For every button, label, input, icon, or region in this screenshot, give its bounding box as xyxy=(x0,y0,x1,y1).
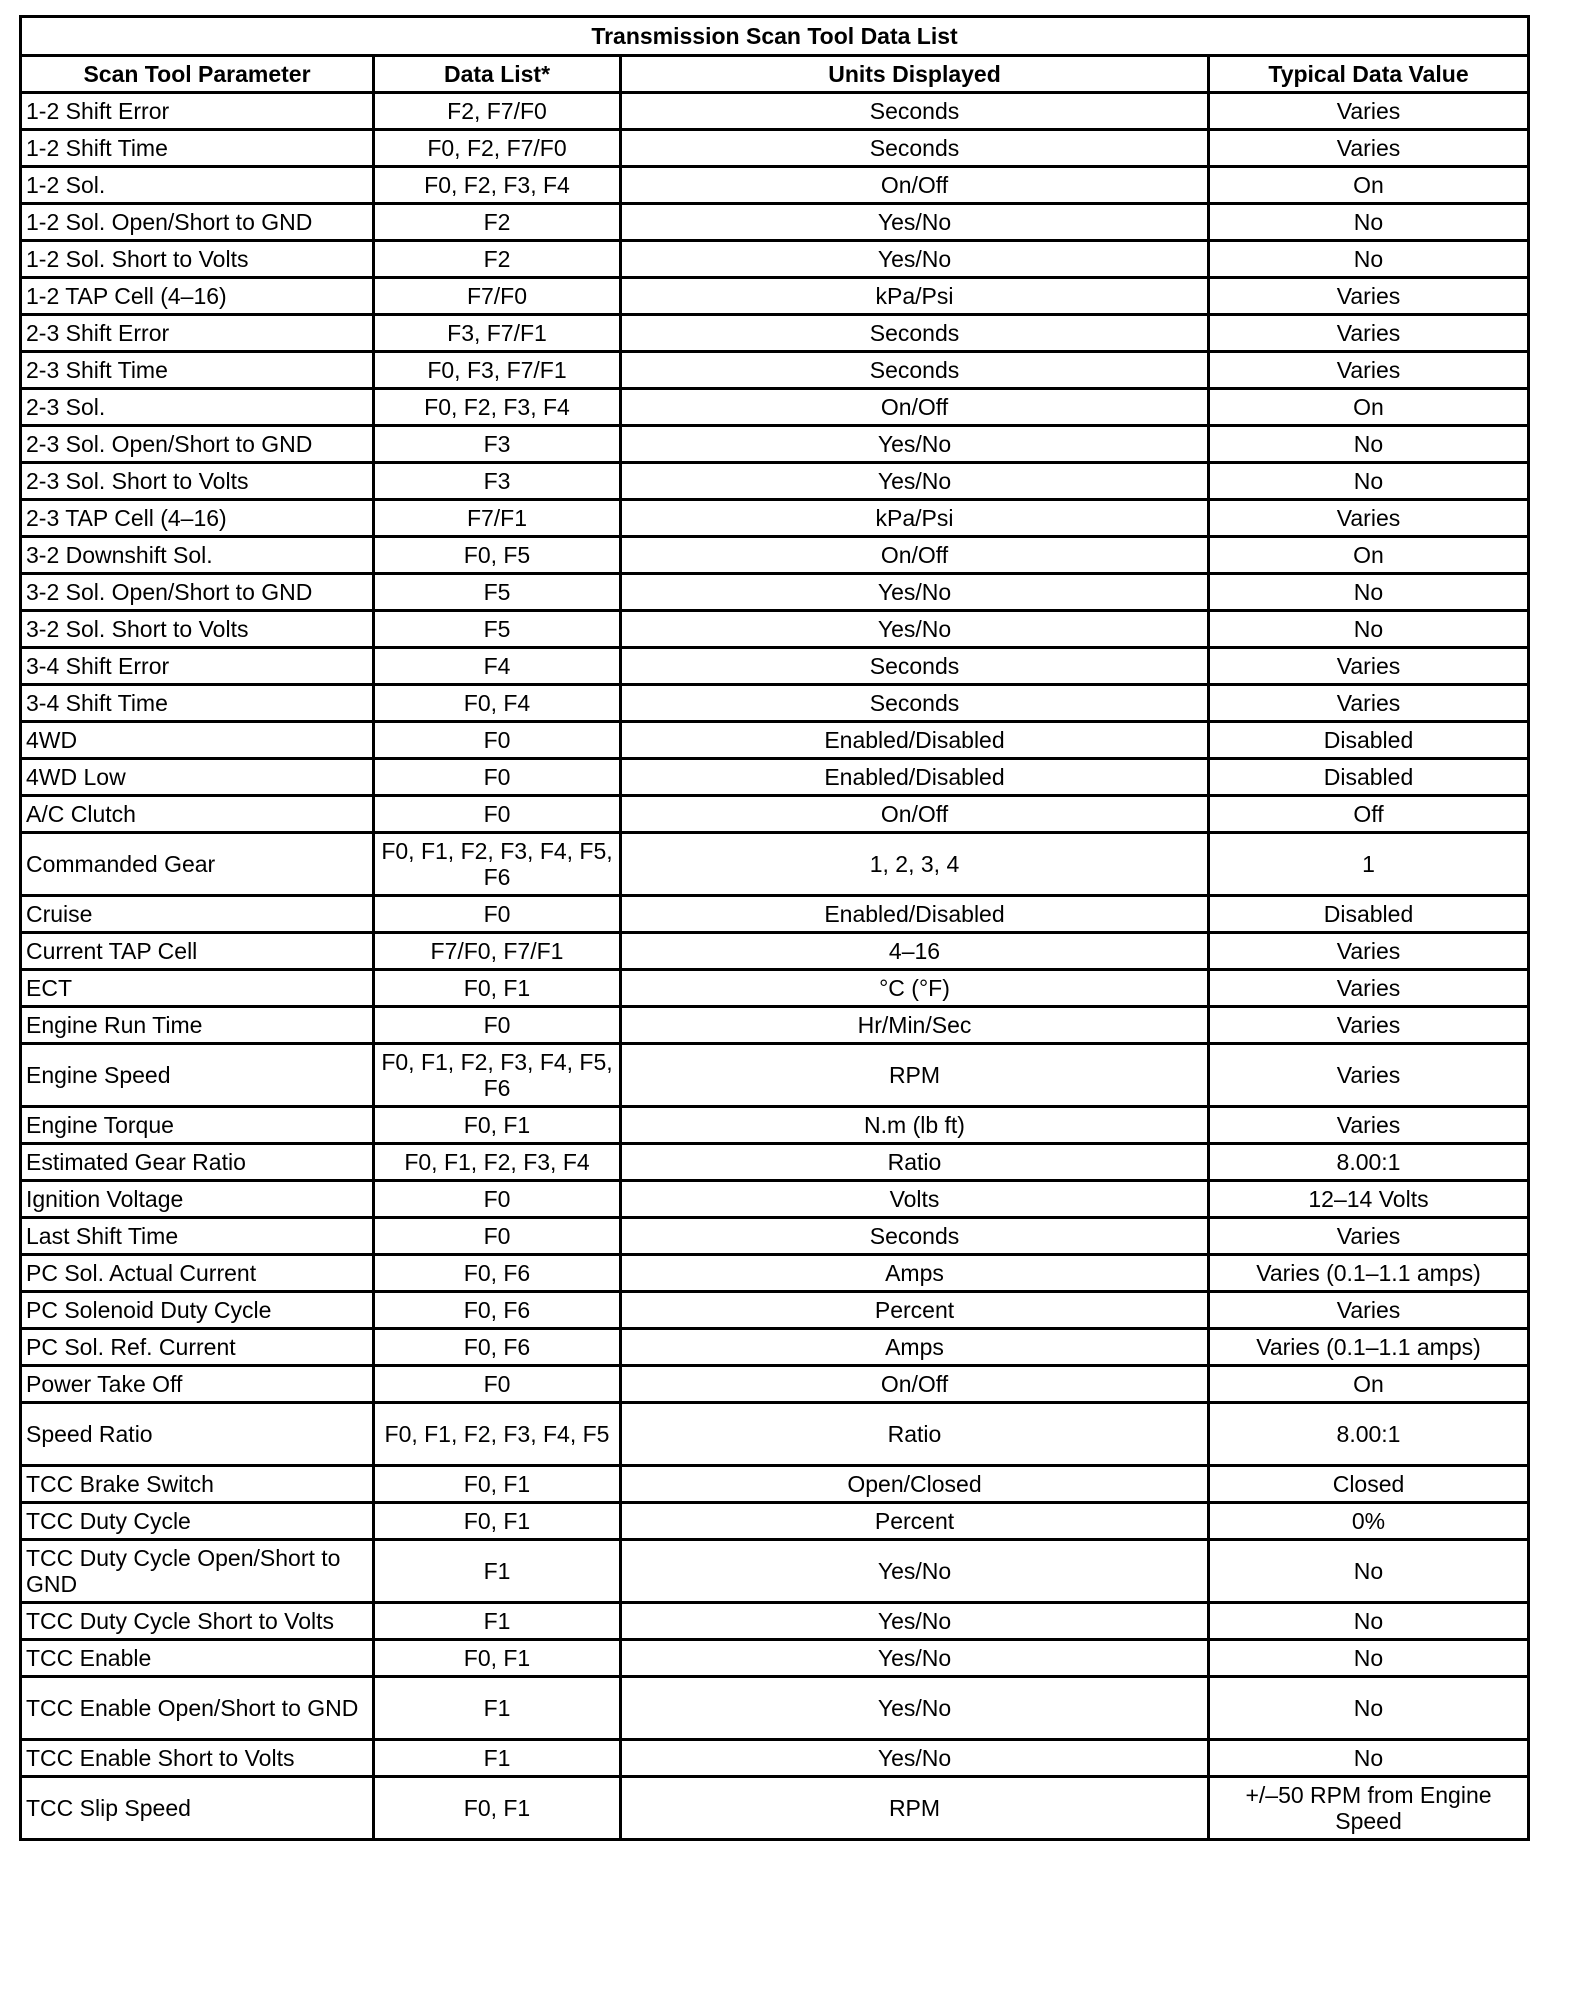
cell-typical-value: No xyxy=(1209,241,1529,278)
cell-typical-value: Varies xyxy=(1209,500,1529,537)
cell-typical-value: No xyxy=(1209,426,1529,463)
cell-units: On/Off xyxy=(621,167,1209,204)
cell-parameter: TCC Enable Open/Short to GND xyxy=(21,1677,374,1740)
table-row xyxy=(21,1740,1529,1777)
cell-typical-value: 8.00:1 xyxy=(1209,1144,1529,1181)
scan-tool-data-table xyxy=(19,15,1530,1841)
cell-units: Yes/No xyxy=(621,1640,1209,1677)
cell-typical-value: No xyxy=(1209,1677,1529,1740)
cell-parameter: Cruise xyxy=(21,896,374,933)
cell-units: Amps xyxy=(621,1255,1209,1292)
cell-data-list: F5 xyxy=(374,574,621,611)
cell-parameter: 2-3 Sol. Short to Volts xyxy=(21,463,374,500)
table-row xyxy=(21,1044,1529,1107)
cell-parameter: 3-4 Shift Time xyxy=(21,685,374,722)
cell-data-list: F0, F2, F7/F0 xyxy=(374,130,621,167)
cell-data-list: F4 xyxy=(374,648,621,685)
table-row xyxy=(21,426,1529,463)
cell-typical-value: 12–14 Volts xyxy=(1209,1181,1529,1218)
table-row xyxy=(21,896,1529,933)
cell-parameter: 3-4 Shift Error xyxy=(21,648,374,685)
cell-units: Yes/No xyxy=(621,204,1209,241)
cell-typical-value: On xyxy=(1209,167,1529,204)
cell-units: kPa/Psi xyxy=(621,500,1209,537)
cell-typical-value: Varies xyxy=(1209,1007,1529,1044)
cell-units: Enabled/Disabled xyxy=(621,722,1209,759)
table-row xyxy=(21,278,1529,315)
cell-parameter: TCC Brake Switch xyxy=(21,1466,374,1503)
table-row xyxy=(21,1329,1529,1366)
table-row xyxy=(21,1255,1529,1292)
cell-data-list: F0, F1, F2, F3, F4, F5 xyxy=(374,1403,621,1466)
cell-parameter: TCC Slip Speed xyxy=(21,1777,374,1840)
table-row xyxy=(21,1677,1529,1740)
cell-parameter: 1-2 Shift Error xyxy=(21,93,374,130)
table-row xyxy=(21,1540,1529,1603)
cell-data-list: F1 xyxy=(374,1603,621,1640)
cell-data-list: F0 xyxy=(374,1218,621,1255)
cell-parameter: TCC Duty Cycle xyxy=(21,1503,374,1540)
cell-data-list: F3, F7/F1 xyxy=(374,315,621,352)
cell-units: Yes/No xyxy=(621,241,1209,278)
cell-parameter: ECT xyxy=(21,970,374,1007)
cell-typical-value: No xyxy=(1209,204,1529,241)
cell-data-list: F0, F1 xyxy=(374,1107,621,1144)
cell-typical-value: Varies xyxy=(1209,93,1529,130)
cell-data-list: F7/F0 xyxy=(374,278,621,315)
cell-typical-value: Varies xyxy=(1209,278,1529,315)
cell-parameter: 2-3 Shift Time xyxy=(21,352,374,389)
cell-typical-value: Varies xyxy=(1209,1292,1529,1329)
column-header-typical-value: Typical Data Value xyxy=(1209,56,1529,93)
table-row xyxy=(21,1777,1529,1840)
cell-typical-value: Varies (0.1–1.1 amps) xyxy=(1209,1329,1529,1366)
cell-data-list: F3 xyxy=(374,426,621,463)
cell-parameter: Engine Run Time xyxy=(21,1007,374,1044)
cell-parameter: 1-2 TAP Cell (4–16) xyxy=(21,278,374,315)
cell-parameter: 3-2 Sol. Short to Volts xyxy=(21,611,374,648)
cell-typical-value: Varies xyxy=(1209,130,1529,167)
cell-data-list: F0, F3, F7/F1 xyxy=(374,352,621,389)
cell-typical-value: No xyxy=(1209,1603,1529,1640)
cell-parameter: PC Sol. Ref. Current xyxy=(21,1329,374,1366)
cell-data-list: F7/F0, F7/F1 xyxy=(374,933,621,970)
cell-data-list: F0, F5 xyxy=(374,537,621,574)
cell-units: Percent xyxy=(621,1503,1209,1540)
cell-data-list: F0, F1 xyxy=(374,1503,621,1540)
cell-units: Percent xyxy=(621,1292,1209,1329)
cell-typical-value: Disabled xyxy=(1209,722,1529,759)
cell-units: Yes/No xyxy=(621,1677,1209,1740)
cell-data-list: F0, F2, F3, F4 xyxy=(374,389,621,426)
cell-data-list: F0, F1, F2, F3, F4 xyxy=(374,1144,621,1181)
cell-units: On/Off xyxy=(621,1366,1209,1403)
table-row xyxy=(21,1366,1529,1403)
cell-typical-value: Closed xyxy=(1209,1466,1529,1503)
table-body xyxy=(21,93,1529,1840)
table-row xyxy=(21,500,1529,537)
table-row xyxy=(21,722,1529,759)
cell-typical-value: +/–50 RPM from Engine Speed xyxy=(1209,1777,1529,1840)
cell-units: Seconds xyxy=(621,130,1209,167)
cell-units: Open/Closed xyxy=(621,1466,1209,1503)
table-row xyxy=(21,933,1529,970)
cell-units: Yes/No xyxy=(621,611,1209,648)
cell-parameter: PC Sol. Actual Current xyxy=(21,1255,374,1292)
cell-units: Yes/No xyxy=(621,1740,1209,1777)
table-row xyxy=(21,1403,1529,1466)
table-row xyxy=(21,167,1529,204)
cell-units: Seconds xyxy=(621,685,1209,722)
cell-typical-value: Varies xyxy=(1209,315,1529,352)
table-row xyxy=(21,1144,1529,1181)
cell-typical-value: No xyxy=(1209,1740,1529,1777)
table-row xyxy=(21,685,1529,722)
cell-parameter: Speed Ratio xyxy=(21,1403,374,1466)
cell-parameter: TCC Duty Cycle Short to Volts xyxy=(21,1603,374,1640)
cell-parameter: 2-3 Shift Error xyxy=(21,315,374,352)
cell-units: Ratio xyxy=(621,1144,1209,1181)
cell-units: 1, 2, 3, 4 xyxy=(621,833,1209,896)
cell-typical-value: Varies xyxy=(1209,352,1529,389)
table-row xyxy=(21,204,1529,241)
table-row xyxy=(21,1218,1529,1255)
table-row xyxy=(21,970,1529,1007)
cell-parameter: Last Shift Time xyxy=(21,1218,374,1255)
cell-units: °C (°F) xyxy=(621,970,1209,1007)
cell-data-list: F2, F7/F0 xyxy=(374,93,621,130)
table-row xyxy=(21,833,1529,896)
table-row xyxy=(21,1181,1529,1218)
cell-typical-value: On xyxy=(1209,1366,1529,1403)
cell-units: Seconds xyxy=(621,1218,1209,1255)
cell-units: Yes/No xyxy=(621,463,1209,500)
table-row xyxy=(21,1292,1529,1329)
table-row xyxy=(21,315,1529,352)
cell-data-list: F0, F6 xyxy=(374,1255,621,1292)
document-page xyxy=(19,15,1527,1841)
cell-typical-value: No xyxy=(1209,574,1529,611)
cell-typical-value: On xyxy=(1209,537,1529,574)
cell-data-list: F0 xyxy=(374,1181,621,1218)
table-row xyxy=(21,1007,1529,1044)
cell-typical-value: 8.00:1 xyxy=(1209,1403,1529,1466)
header-row xyxy=(21,56,1529,93)
cell-typical-value: No xyxy=(1209,1540,1529,1603)
table-row xyxy=(21,241,1529,278)
cell-units: Ratio xyxy=(621,1403,1209,1466)
cell-data-list: F0, F1 xyxy=(374,1640,621,1677)
cell-units: On/Off xyxy=(621,537,1209,574)
cell-data-list: F7/F1 xyxy=(374,500,621,537)
cell-typical-value: Varies xyxy=(1209,648,1529,685)
cell-data-list: F0, F1 xyxy=(374,1777,621,1840)
table-row xyxy=(21,1603,1529,1640)
cell-data-list: F0 xyxy=(374,759,621,796)
cell-parameter: 2-3 Sol. Open/Short to GND xyxy=(21,426,374,463)
cell-parameter: Ignition Voltage xyxy=(21,1181,374,1218)
cell-typical-value: 1 xyxy=(1209,833,1529,896)
table-row xyxy=(21,1640,1529,1677)
cell-parameter: PC Solenoid Duty Cycle xyxy=(21,1292,374,1329)
cell-data-list: F0, F1 xyxy=(374,970,621,1007)
table-row xyxy=(21,130,1529,167)
cell-units: Seconds xyxy=(621,315,1209,352)
cell-typical-value: Varies xyxy=(1209,933,1529,970)
table-row xyxy=(21,1503,1529,1540)
cell-data-list: F1 xyxy=(374,1740,621,1777)
table-row xyxy=(21,537,1529,574)
cell-data-list: F0 xyxy=(374,1366,621,1403)
cell-parameter: 2-3 TAP Cell (4–16) xyxy=(21,500,374,537)
cell-data-list: F0 xyxy=(374,1007,621,1044)
cell-parameter: TCC Duty Cycle Open/Short to GND xyxy=(21,1540,374,1603)
table-row xyxy=(21,648,1529,685)
cell-parameter: 4WD Low xyxy=(21,759,374,796)
cell-data-list: F2 xyxy=(374,241,621,278)
cell-units: kPa/Psi xyxy=(621,278,1209,315)
cell-data-list: F3 xyxy=(374,463,621,500)
cell-typical-value: Varies xyxy=(1209,1044,1529,1107)
cell-data-list: F0, F4 xyxy=(374,685,621,722)
cell-parameter: Current TAP Cell xyxy=(21,933,374,970)
cell-units: Yes/No xyxy=(621,426,1209,463)
table-row xyxy=(21,1107,1529,1144)
cell-parameter: 1-2 Sol. xyxy=(21,167,374,204)
cell-parameter: TCC Enable xyxy=(21,1640,374,1677)
cell-units: Seconds xyxy=(621,352,1209,389)
cell-typical-value: Disabled xyxy=(1209,759,1529,796)
cell-data-list: F0, F1 xyxy=(374,1466,621,1503)
cell-parameter: Commanded Gear xyxy=(21,833,374,896)
cell-data-list: F0, F1, F2, F3, F4, F5, F6 xyxy=(374,1044,621,1107)
column-header-data-list: Data List* xyxy=(374,56,621,93)
cell-units: Seconds xyxy=(621,648,1209,685)
table-row xyxy=(21,93,1529,130)
cell-data-list: F1 xyxy=(374,1540,621,1603)
table-row xyxy=(21,574,1529,611)
cell-parameter: Power Take Off xyxy=(21,1366,374,1403)
cell-data-list: F0, F1, F2, F3, F4, F5, F6 xyxy=(374,833,621,896)
cell-data-list: F0, F6 xyxy=(374,1292,621,1329)
cell-parameter: 2-3 Sol. xyxy=(21,389,374,426)
cell-data-list: F5 xyxy=(374,611,621,648)
cell-typical-value: No xyxy=(1209,611,1529,648)
cell-units: Hr/Min/Sec xyxy=(621,1007,1209,1044)
title-row xyxy=(21,17,1529,56)
cell-data-list: F0, F6 xyxy=(374,1329,621,1366)
cell-parameter: TCC Enable Short to Volts xyxy=(21,1740,374,1777)
cell-units: Enabled/Disabled xyxy=(621,896,1209,933)
cell-data-list: F0 xyxy=(374,722,621,759)
cell-units: On/Off xyxy=(621,389,1209,426)
cell-parameter: 3-2 Sol. Open/Short to GND xyxy=(21,574,374,611)
cell-typical-value: Varies xyxy=(1209,1218,1529,1255)
cell-typical-value: 0% xyxy=(1209,1503,1529,1540)
cell-parameter: Engine Speed xyxy=(21,1044,374,1107)
cell-units: RPM xyxy=(621,1044,1209,1107)
cell-data-list: F2 xyxy=(374,204,621,241)
cell-units: Yes/No xyxy=(621,1603,1209,1640)
cell-parameter: 1-2 Sol. Open/Short to GND xyxy=(21,204,374,241)
cell-parameter: 4WD xyxy=(21,722,374,759)
table-row xyxy=(21,796,1529,833)
cell-data-list: F0, F2, F3, F4 xyxy=(374,167,621,204)
table-row xyxy=(21,389,1529,426)
cell-units: Volts xyxy=(621,1181,1209,1218)
cell-typical-value: Varies xyxy=(1209,970,1529,1007)
table-title: Transmission Scan Tool Data List xyxy=(21,17,1529,56)
cell-data-list: F0 xyxy=(374,896,621,933)
cell-parameter: Engine Torque xyxy=(21,1107,374,1144)
cell-parameter: A/C Clutch xyxy=(21,796,374,833)
cell-typical-value: Varies xyxy=(1209,1107,1529,1144)
column-header-units: Units Displayed xyxy=(621,56,1209,93)
cell-units: Yes/No xyxy=(621,574,1209,611)
table-row xyxy=(21,463,1529,500)
cell-units: 4–16 xyxy=(621,933,1209,970)
table-row xyxy=(21,611,1529,648)
cell-units: RPM xyxy=(621,1777,1209,1840)
cell-parameter: 3-2 Downshift Sol. xyxy=(21,537,374,574)
cell-typical-value: No xyxy=(1209,1640,1529,1677)
cell-data-list: F0 xyxy=(374,796,621,833)
cell-units: Yes/No xyxy=(621,1540,1209,1603)
cell-typical-value: No xyxy=(1209,463,1529,500)
cell-typical-value: Varies xyxy=(1209,685,1529,722)
cell-units: Enabled/Disabled xyxy=(621,759,1209,796)
table-row xyxy=(21,352,1529,389)
cell-parameter: Estimated Gear Ratio xyxy=(21,1144,374,1181)
table-row xyxy=(21,1466,1529,1503)
cell-data-list: F1 xyxy=(374,1677,621,1740)
cell-units: N.m (lb ft) xyxy=(621,1107,1209,1144)
cell-typical-value: Off xyxy=(1209,796,1529,833)
cell-units: On/Off xyxy=(621,796,1209,833)
table-row xyxy=(21,759,1529,796)
cell-units: Seconds xyxy=(621,93,1209,130)
column-header-parameter: Scan Tool Parameter xyxy=(21,56,374,93)
cell-typical-value: Disabled xyxy=(1209,896,1529,933)
cell-parameter: 1-2 Shift Time xyxy=(21,130,374,167)
cell-parameter: 1-2 Sol. Short to Volts xyxy=(21,241,374,278)
cell-typical-value: On xyxy=(1209,389,1529,426)
cell-typical-value: Varies (0.1–1.1 amps) xyxy=(1209,1255,1529,1292)
cell-units: Amps xyxy=(621,1329,1209,1366)
